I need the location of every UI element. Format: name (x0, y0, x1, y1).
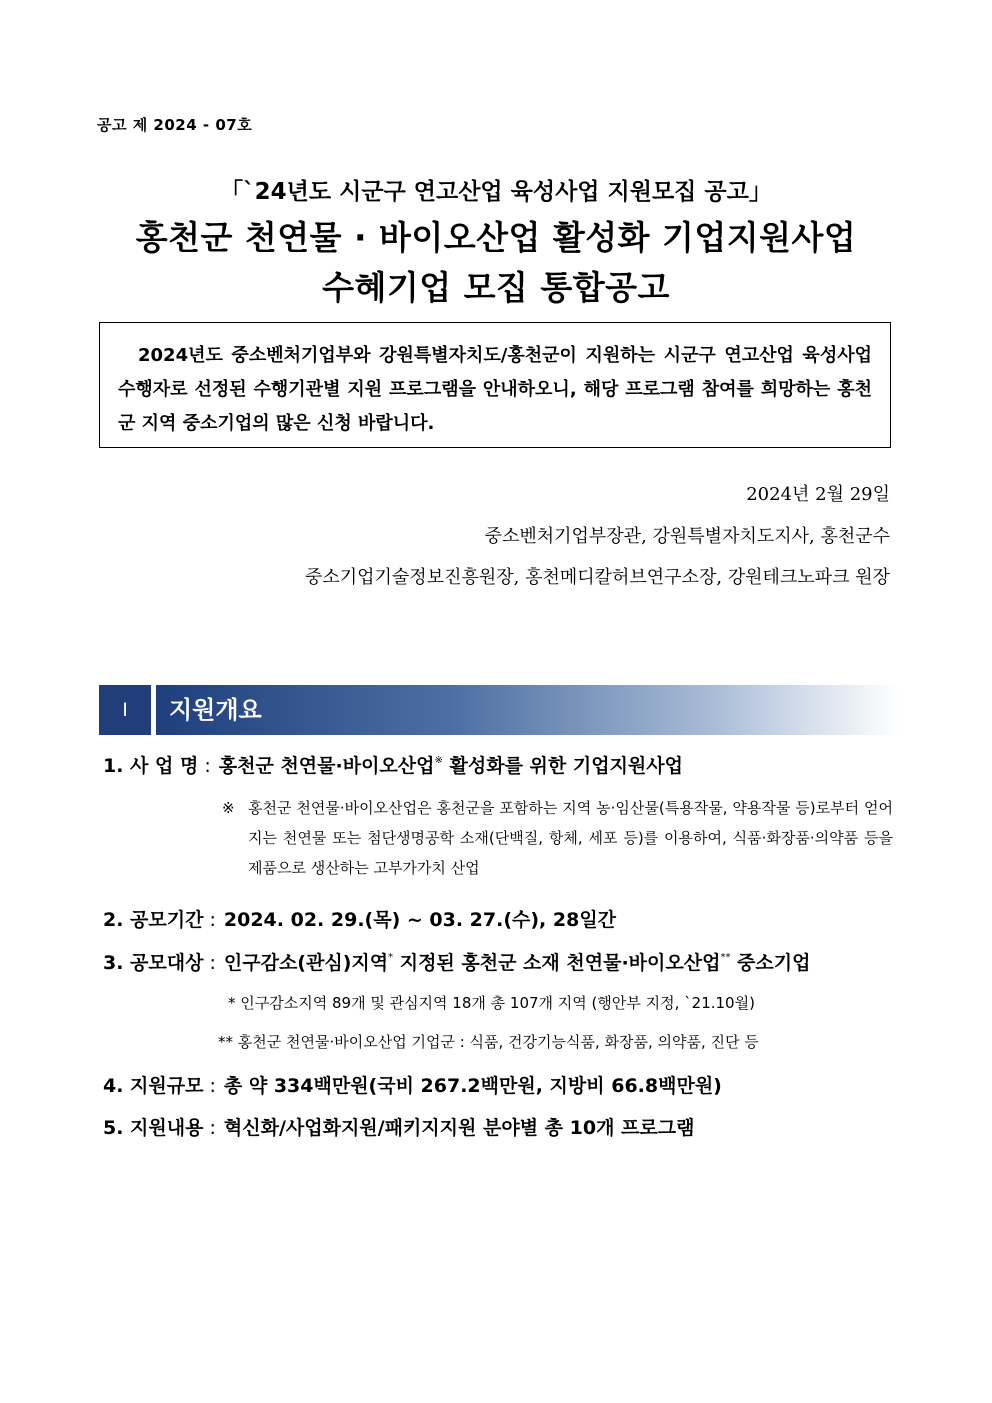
item-label: 1. 사 업 명 (103, 755, 199, 777)
footnote-mark-2: ** (720, 952, 731, 963)
item-value-after: 활성화를 위한 기업지원사업 (442, 755, 683, 777)
colon: : (204, 755, 211, 777)
announcement-date: 2024년 2월 29일 (746, 484, 890, 505)
item-business-name (103, 751, 683, 778)
announcement-title-line2: 수혜기업 모집 통합공고 (322, 268, 670, 307)
notice-number: 공고 제 2024 - 07호 (97, 116, 253, 134)
announcement-title-line1: 홍천군 천연물 · 바이오산업 활성화 기업지원사업 (135, 218, 857, 257)
industry-definition-note (222, 793, 893, 883)
sector-definition-note: ** 홍천군 천연물·바이오산업 기업군 : 식품, 건강기능식품, 화장품, 의약품, 진단 등 (218, 1033, 759, 1051)
item-value-after: 중소기업 (730, 952, 811, 974)
item-application-period (103, 905, 616, 932)
item-label: 4. 지원규모 (103, 1075, 204, 1097)
item-value-mid: 지정된 홍천군 소재 천연물·바이오산업 (393, 952, 721, 974)
item-label: 3. 공모대상 (103, 952, 204, 974)
industry-definition-text: 홍천군 천연물·바이오산업은 홍천군을 포함하는 지역 농·임산물(특용작물, 약용작물 등)로부터 얻어지는 천연물 또는 첨단생명공학 소재(단백질, 항체, 세포 등)를 이용하여, 식품·화장품·의약품 등을 제품으로 생산하는 고부가가치 산업 (248, 799, 893, 877)
item-support-content (103, 1113, 694, 1140)
colon: : (209, 909, 216, 931)
reference-mark: ※ (222, 799, 235, 817)
item-value: 2024. 02. 29.(목) ~ 03. 27.(수), 28일간 (223, 909, 617, 931)
item-eligibility (103, 948, 810, 975)
section-header (99, 685, 899, 735)
colon: : (209, 952, 216, 974)
item-label: 2. 공모기간 (103, 909, 204, 931)
item-label: 5. 지원내용 (103, 1117, 204, 1139)
item-value: 인구감소(관심)지역 (223, 952, 389, 974)
intro-text: 2024년도 중소벤처기업부와 강원특별자치도/홍천군이 지원하는 시군구 연고산업 육성사업 수행자로 선정된 수행기관별 지원 프로그램을 안내하오니, 해당 프로그램 참여를 희망하는 홍천군 지역 중소기업의 많은 신청 바랍니다. (118, 345, 872, 434)
section-number: Ⅰ (99, 685, 151, 735)
item-value: 총 약 334백만원(국비 267.2백만원, 지방비 66.8백만원) (223, 1075, 722, 1097)
region-definition-note: * 인구감소지역 89개 및 관심지역 18개 총 107개 지역 (행안부 지정, `21.10월) (228, 994, 755, 1012)
footnote-mark: ※ (434, 755, 443, 766)
issuers-line2: 중소기업기술정보진흥원장, 홍천메디칼허브연구소장, 강원테크노파크 원장 (304, 567, 890, 588)
colon: : (209, 1117, 216, 1139)
section-title: 지원개요 (156, 685, 899, 735)
item-value: 혁신화/사업화지원/패키지지원 분야별 총 10개 프로그램 (223, 1117, 695, 1139)
intro-box (99, 322, 891, 448)
issuers-line1: 중소벤처기업부장관, 강원특별자치도지사, 홍천군수 (484, 526, 890, 547)
announcement-subtitle: 「`24년도 시군구 연고산업 육성사업 지원모집 공고」 (220, 179, 772, 205)
colon: : (209, 1075, 216, 1097)
item-value: 홍천군 천연물·바이오산업 (218, 755, 435, 777)
item-support-scale (103, 1071, 722, 1098)
footnote-mark: * (388, 952, 394, 963)
